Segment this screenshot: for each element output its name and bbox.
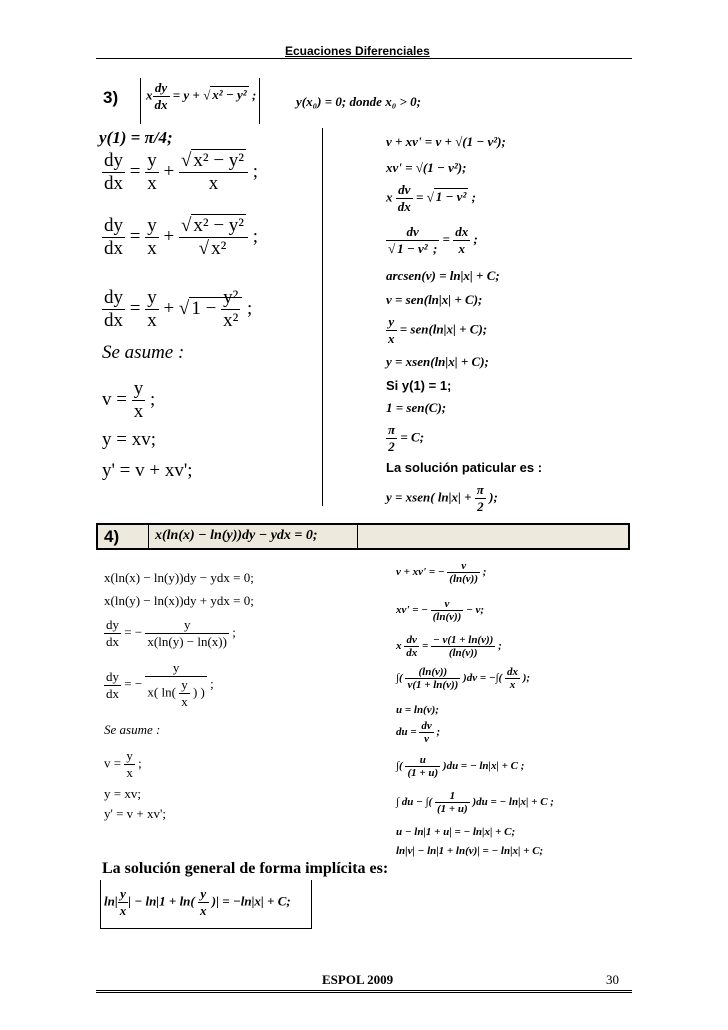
- problem-3-initial-condition: y(1) = π/4;: [99, 128, 173, 147]
- p3-right-step-6: v = sen(ln|x| + C);: [386, 292, 483, 307]
- page-header-title: Ecuaciones Diferenciales: [285, 44, 430, 58]
- p4-left-step-4: $\frac{dy}{dx}$ = − y x( ln( $\frac{y}{x}$ ) ) ;: [106, 660, 214, 709]
- p4-left-step-2: x(ln(y) − ln(x))dy + ydx = 0;: [104, 593, 254, 608]
- p4-right-step-8: ∫ du − ∫( $\frac{1}{(1 + u)}$ )du = − ln|x| + C ;: [396, 790, 554, 815]
- p4-right-step-2: xv' = − $\frac{v}{(\ln(v))}$ − v;: [396, 598, 485, 623]
- p4-right-step-6: du = $\frac{dv}{v}$ ;: [396, 720, 441, 745]
- p4-right-step-7: ∫( $\frac{u}{(1 + u)}$ )du = − ln|x| + C ;: [396, 754, 525, 779]
- p3-right-step-11: $\frac{\pi}{2}$ = C;: [388, 422, 425, 454]
- p3-right-solution: y = xsen( ln|x| + $\frac{\pi}{2}$ );: [386, 482, 498, 514]
- problem-3-equation: x $\frac{dy}{dx}$ = y + √ x² − y² ;: [146, 80, 257, 112]
- p3-left-step-1: $\frac{dy}{dx}$ = $\frac{y}{x}$ + $\frac{\text{√ x² − y²}}{x}$ ;: [104, 150, 259, 194]
- p3-right-step-3: x $\frac{dv}{dx}$ = √ 1 − v² ;: [386, 182, 476, 214]
- p3-right-solution-label: La solución paticular es :: [386, 460, 543, 475]
- header-rule: [96, 58, 632, 59]
- p3-right-step-1: v + xv' = v + √(1 − v²);: [386, 134, 506, 149]
- problem-3-number: 3): [103, 88, 119, 107]
- p4-right-step-5: u = ln(v);: [396, 704, 439, 716]
- p3-right-step-2: xv' = √(1 − v²);: [386, 160, 467, 175]
- p4-right-step-10: ln|v| − ln|1 + ln(v)| = − ln|x| + C;: [396, 845, 544, 857]
- p4-right-step-3: x $\frac{dv}{dx}$ = $\frac{- v(1 + \ln(v))}{(\ln(v))}$ ;: [396, 634, 502, 659]
- p4-solution-label: La solución general de forma implícita es:: [102, 860, 389, 877]
- footer-page-number: 30: [606, 972, 619, 987]
- p4-left-step-1: x(ln(x) − ln(y))dy − ydx = 0;: [104, 570, 254, 585]
- p3-right-step-7: $\frac{y}{x}$ = sen(ln|x| + C);: [388, 314, 488, 346]
- footer-rule: [96, 990, 632, 997]
- p4-left-yp-def: y' = v + xv';: [104, 806, 166, 821]
- p4-right-step-1: v + xv' = − $\frac{v}{(\ln(v))}$ ;: [396, 560, 487, 585]
- p3-left-se-asume: Se asume :: [102, 342, 185, 363]
- problem-4-band: [96, 523, 630, 550]
- p3-right-step-5: arcsen(v) = ln|x| + C;: [386, 268, 500, 283]
- p3-left-step-3: $\frac{dy}{dx}$ = $\frac{y}{x}$ + √ 1 − $\frac{\text{y²}}{\text{x²}}$ ;: [104, 287, 253, 331]
- p4-left-y-def: y = xv;: [104, 786, 141, 801]
- p4-left-step-3: $\frac{dy}{dx}$ = − $\frac{y}{x(\ln(y) - \ln(x))}$ ;: [106, 617, 236, 649]
- p4-solution-equation: ln| $\frac{y}{x}$ | − ln|1 + ln( $\frac{y}{x}$ )| = −ln|x| + C;: [104, 886, 291, 918]
- p3-right-step-9: Si y(1) = 1;: [386, 378, 452, 393]
- p3-right-step-8: y = xsen(ln|x| + C);: [386, 354, 489, 369]
- footer-center: ESPOL 2009: [322, 972, 394, 987]
- p3-column-divider: [322, 128, 323, 506]
- p4-left-v-def: v = $\frac{y}{x}$ ;: [104, 748, 142, 780]
- p3-left-y-def: y = xv;: [102, 429, 156, 450]
- p3-right-step-4: $\frac{dv}{\text{√ 1 − v² ;}}$ = $\frac{dx}{x}$ ;: [388, 224, 478, 256]
- problem-3-condition: y(x₀) = 0; donde x₀ > 0;: [296, 94, 421, 109]
- p3-right-step-10: 1 = sen(C);: [386, 400, 447, 415]
- p3-left-v-def: v = $\frac{y}{x}$ ;: [102, 378, 156, 422]
- p4-right-step-9: u − ln|1 + u| = − ln|x| + C;: [396, 826, 516, 838]
- p3-left-step-2: $\frac{dy}{dx}$ = $\frac{y}{x}$ + $\frac{\text{√ x² − y²}}{\text{√ x²}}$ ;: [104, 215, 259, 259]
- p3-left-yp-def: y' = v + xv';: [102, 460, 193, 481]
- p4-right-step-4: ∫( $\frac{(\ln(v))}{v(1 + \ln(v))}$ )dv = −∫( $\frac{dx}{x}$ );: [396, 666, 531, 691]
- problem-4-equation: x(ln(x) − ln(y))dy − ydx = 0;: [148, 523, 358, 550]
- problem-4-number: 4): [104, 527, 120, 546]
- p4-left-se-asume: Se asume :: [104, 722, 161, 737]
